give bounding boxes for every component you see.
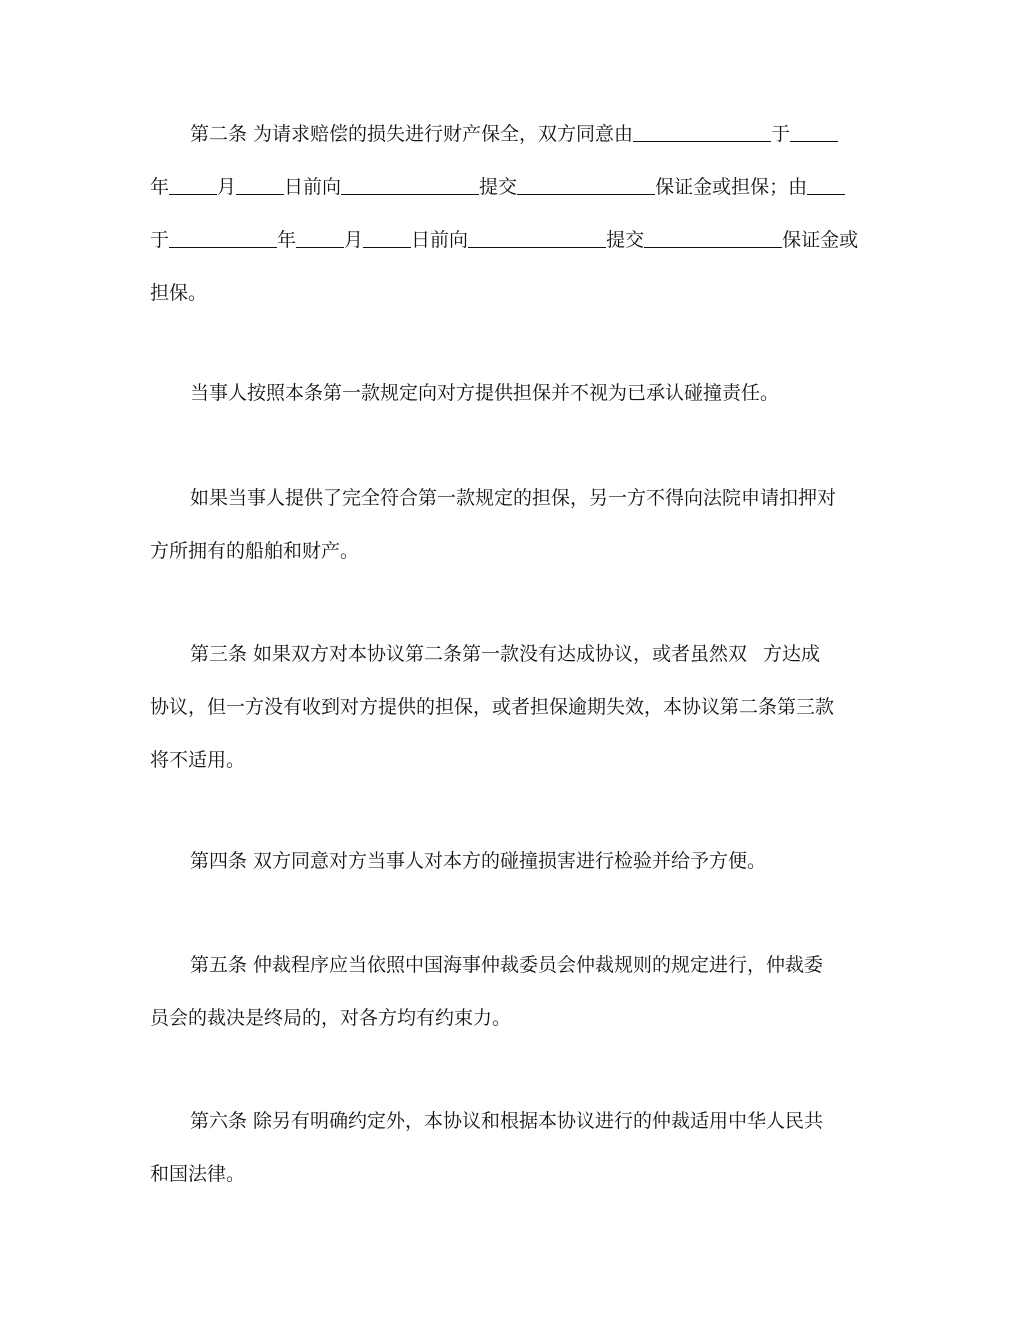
article-2-text: 提交	[606, 229, 645, 251]
fill-blank-party[interactable]	[633, 121, 771, 142]
article-2-text: 日前向	[284, 176, 342, 198]
article-2-text: 年	[150, 176, 170, 198]
fill-blank-day[interactable]	[363, 227, 411, 248]
article-2-text: 月	[344, 229, 364, 251]
fill-blank-amount[interactable]	[517, 174, 655, 195]
article-3-text: 将不适用。	[150, 749, 246, 771]
paragraph-text: 当事人按照本条第一款规定向对方提供担保并不视为已承认碰撞责任。	[190, 382, 780, 404]
article-2-text: 日前向	[411, 229, 469, 251]
fill-blank-party[interactable]	[807, 174, 845, 195]
paragraph-text: 如果当事人提供了完全符合第一款规定的担保，另一方不得向法院申请扣押对	[190, 487, 837, 509]
article-3-text: 第三条 如果双方对本协议第二条第一款没有达成协议，或者虽然双	[190, 643, 748, 665]
article-3-text: 协议，但一方没有收到对方提供的担保，或者担保逾期失效，本协议第二条第三款	[150, 696, 835, 718]
article-2-text: 保证金或担保；由	[655, 176, 808, 198]
fill-blank-month[interactable]	[236, 174, 284, 195]
article-2-text: 年	[277, 229, 297, 251]
fill-blank-month[interactable]	[296, 227, 344, 248]
fill-blank-year[interactable]	[169, 227, 277, 248]
fill-blank-year[interactable]	[790, 121, 838, 142]
article-5	[150, 939, 890, 1045]
article-2-text: 于	[150, 229, 170, 251]
paragraph-guarantee	[150, 367, 890, 420]
article-2	[150, 108, 890, 320]
fill-blank-year[interactable]	[169, 174, 217, 195]
article-2-line-3	[150, 214, 890, 267]
fill-blank-recipient[interactable]	[341, 174, 479, 195]
article-2-text: 提交	[479, 176, 518, 198]
article-6	[150, 1095, 890, 1201]
article-2-text: 保证金或	[782, 229, 859, 251]
article-6-text: 第六条 除另有明确约定外，本协议和根据本协议进行的仲裁适用中华人民共	[190, 1110, 824, 1132]
article-2-text: 于	[771, 123, 791, 145]
article-2-text: 月	[217, 176, 237, 198]
paragraph-no-arrest	[150, 472, 890, 578]
fill-blank-recipient[interactable]	[468, 227, 606, 248]
article-5-text: 员会的裁决是终局的，对各方均有约束力。	[150, 1007, 512, 1029]
article-2-line-1	[150, 108, 890, 161]
article-2-text: 担保。	[150, 282, 208, 304]
article-6-text: 和国法律。	[150, 1163, 246, 1185]
fill-blank-amount[interactable]	[644, 227, 782, 248]
article-4-text: 第四条 双方同意对方当事人对本方的碰撞损害进行检验并给予方便。	[190, 850, 767, 872]
article-3-text: 方达成	[763, 643, 821, 665]
article-4	[150, 835, 890, 888]
article-2-text: 第二条 为请求赔偿的损失进行财产保全，双方同意由	[190, 123, 634, 145]
article-2-line-4	[150, 267, 890, 320]
paragraph-text: 方所拥有的船舶和财产。	[150, 540, 360, 562]
article-5-text: 第五条 仲裁程序应当依照中国海事仲裁委员会仲裁规则的规定进行，仲裁委	[190, 954, 824, 976]
article-2-line-2	[150, 161, 890, 214]
article-3	[150, 628, 890, 787]
